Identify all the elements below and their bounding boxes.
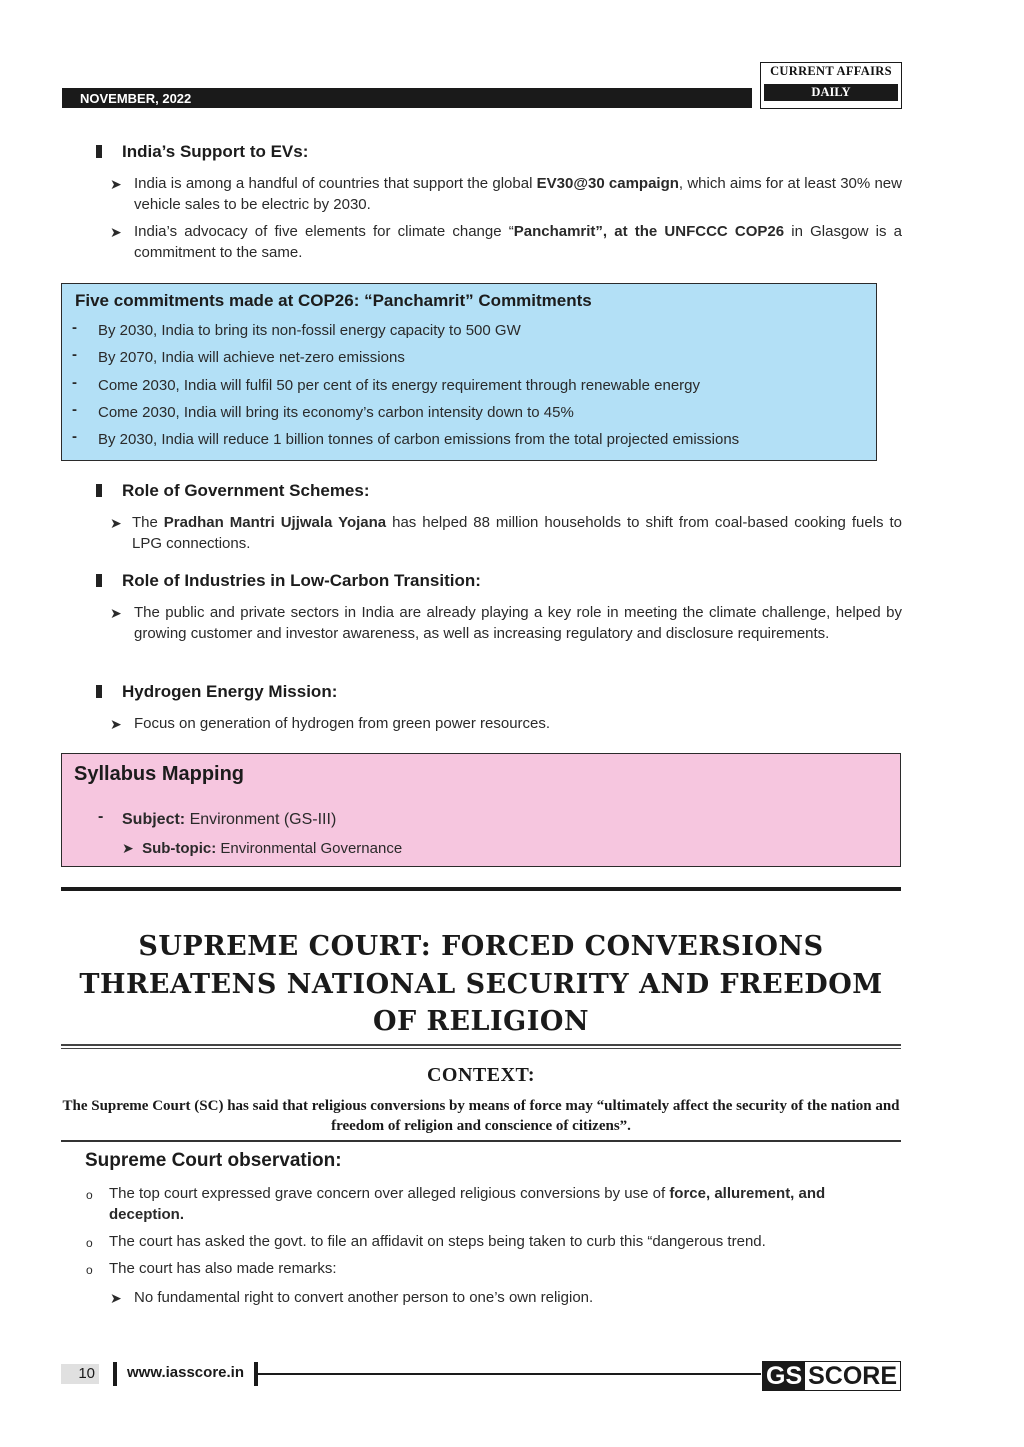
square-bullet-icon <box>96 145 102 158</box>
arrow-bullet-icon: ➤ <box>110 605 122 621</box>
cop26-title: Five commitments made at COP26: “Panchamrit” Commitments <box>75 291 592 310</box>
ev-b1-bold: EV30@30 campaign <box>536 175 679 192</box>
syllabus-box <box>61 753 901 867</box>
arrow-bullet-icon: ➤ <box>110 716 122 732</box>
govt-b1-text: The <box>132 514 164 531</box>
ev-b2-bold: Panchamrit”, at the UNFCCC COP26 <box>513 223 785 240</box>
cop26-item-text: By 2030, India will reduce 1 billion tonnes of carbon emissions from the total projected emissions <box>98 431 740 448</box>
title-divider <box>61 1048 901 1049</box>
footer-rule <box>258 1373 761 1375</box>
article-title-line: THREATENS NATIONAL SECURITY AND FREEDOM <box>79 968 883 1000</box>
gsscore-logo <box>762 1361 901 1391</box>
arrow-bullet-icon: ➤ <box>110 176 122 192</box>
subtopic-value: Environmental Governance <box>216 840 403 857</box>
govt-heading-text: Role of Government Schemes: <box>122 481 370 500</box>
arrow-bullet-icon: ➤ <box>110 224 122 240</box>
header-date: NOVEMBER, 2022 <box>80 91 192 106</box>
ev-b2-text-end: in Glasgow is a commitment to the same. <box>134 223 902 261</box>
ev-bullet-2 <box>110 222 902 263</box>
obs3-text: The court has also made remarks: <box>109 1260 337 1277</box>
square-bullet-icon <box>96 685 102 698</box>
dash-bullet-icon: - <box>72 401 77 418</box>
hydrogen-heading-text: Hydrogen Energy Mission: <box>122 682 338 701</box>
logo-score: SCORE <box>808 1361 898 1390</box>
dash-bullet-icon: - <box>72 346 77 363</box>
govt-bullet-1 <box>110 513 902 554</box>
dash-bullet-icon: - <box>98 808 104 825</box>
observation-item <box>86 1259 902 1280</box>
observation-subitem <box>110 1288 902 1309</box>
context-heading: CONTEXT: <box>426 1064 536 1086</box>
brand-title: CURRENT AFFAIRS <box>770 64 892 78</box>
dash-bullet-icon: - <box>72 374 77 391</box>
obs3-sub-text: No fundamental right to convert another person to one’s own religion. <box>134 1289 594 1306</box>
hydrogen-b1-text: Focus on generation of hydrogen from green power resources. <box>134 715 551 732</box>
dash-bullet-icon: - <box>72 428 77 445</box>
subject-value: Environment (GS-III) <box>185 811 337 828</box>
cop26-item-text: Come 2030, India will fulfil 50 per cent of its energy requirement through renewable energy <box>98 377 701 394</box>
arrow-bullet-icon: ➤ <box>110 1290 122 1306</box>
footer-url[interactable]: www.iasscore.in <box>127 1364 244 1381</box>
observation-item <box>86 1184 902 1225</box>
hydrogen-bullet-1 <box>110 714 902 735</box>
cop26-item-text: By 2030, India to bring its non-fossil energy capacity to 500 GW <box>98 322 521 339</box>
context-divider <box>61 1140 901 1142</box>
ev-b1-text-end: , which aims for at least 30% new vehicle sales to be electric by 2030. <box>134 175 902 213</box>
arrow-bullet-icon: ➤ <box>110 515 122 531</box>
govt-heading <box>96 481 370 501</box>
subject-label: Subject: <box>122 811 186 828</box>
brand-subtitle: DAILY <box>764 84 898 101</box>
obs1-text: The top court expressed grave concern over alleged religious conversions by use of <box>109 1185 670 1202</box>
observation-heading: Supreme Court observation: <box>85 1150 342 1171</box>
article-title <box>61 928 901 1041</box>
syllabus-title: Syllabus Mapping <box>74 763 245 785</box>
obs2-text: The court has asked the govt. to file an affidavit on steps being taken to curb this “dangerous trend. <box>109 1233 766 1250</box>
obs1-bold: force, allurement, and deception. <box>109 1185 826 1223</box>
brand-badge <box>760 62 902 109</box>
industry-heading <box>96 571 481 591</box>
ev-b1-text: India is among a handful of countries that support the global <box>134 175 537 192</box>
circle-bullet-icon: o <box>86 1263 93 1277</box>
ev-heading <box>96 142 308 162</box>
cop26-item-text: By 2070, India will achieve net-zero emissions <box>98 349 405 366</box>
industry-heading-text: Role of Industries in Low-Carbon Transition: <box>122 571 481 590</box>
square-bullet-icon <box>96 484 102 497</box>
cop26-item-text: Come 2030, India will bring its economy’s carbon intensity down to 45% <box>98 404 574 421</box>
header-date-bar <box>62 88 752 108</box>
square-bullet-icon <box>96 574 102 587</box>
title-divider <box>61 1044 901 1046</box>
dash-bullet-icon: - <box>72 319 77 336</box>
syllabus-subtopic <box>122 840 402 857</box>
circle-bullet-icon: o <box>86 1236 93 1250</box>
circle-bullet-icon: o <box>86 1188 93 1202</box>
hydrogen-heading <box>96 682 337 702</box>
section-divider <box>61 887 901 891</box>
arrow-bullet-icon: ➤ <box>122 840 134 856</box>
govt-b1-bold: Pradhan Mantri Ujjwala Yojana <box>163 514 387 531</box>
observation-item <box>86 1232 902 1253</box>
page-number: 10 <box>61 1364 99 1384</box>
subtopic-label: Sub-topic: <box>142 840 217 857</box>
govt-b1-text-end: has helped 88 million households to shift from coal-based cooking fuels to LPG connections. <box>132 514 902 552</box>
context-body: The Supreme Court (SC) has said that religious conversions by means of force may “ultimately affect the security of the nation and freedom of religion and conscience of citizens”. <box>62 1098 900 1134</box>
footer-separator <box>113 1362 117 1386</box>
logo-gs: GS <box>763 1362 805 1390</box>
cop26-box <box>61 283 877 461</box>
industry-b1-text: The public and private sectors in India are already playing a key role in meeting the climate challenge, helped by growing customer and investor awareness, as well as increasing regulatory and disclosure requirements. <box>134 604 902 642</box>
article-title-line: OF RELIGION <box>372 1006 590 1037</box>
article-title-line: SUPREME COURT: FORCED CONVERSIONS <box>138 931 824 962</box>
ev-bullet-1 <box>110 174 902 215</box>
ev-b2-text: India’s advocacy of five elements for climate change “ <box>134 223 514 240</box>
ev-heading-text: India’s Support to EVs: <box>122 142 309 161</box>
industry-bullet-1 <box>110 603 902 644</box>
